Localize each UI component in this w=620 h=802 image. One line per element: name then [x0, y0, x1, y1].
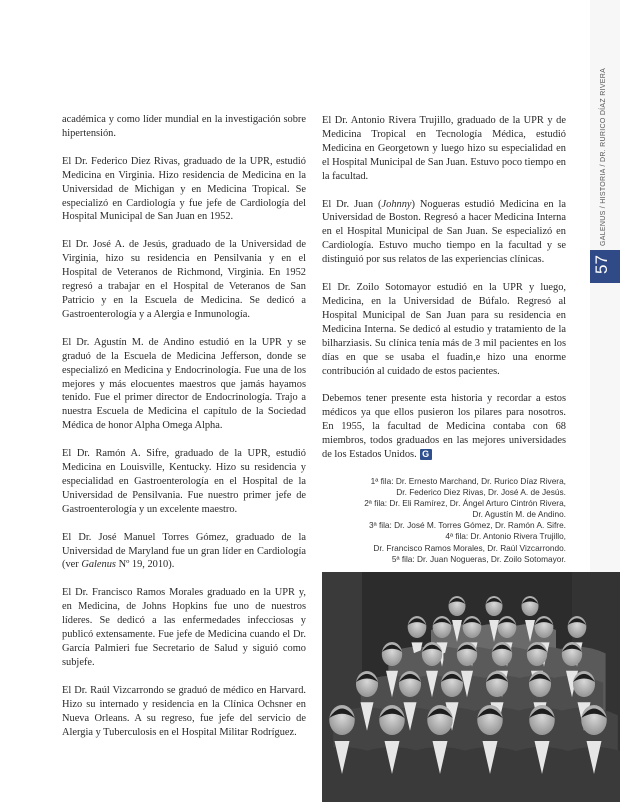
paragraph — [322, 198, 566, 268]
caption-line: 3ª fila: Dr. José M. Torres Gómez, Dr. Ramón A. Sifre. — [368, 520, 566, 531]
text-run: Nº 19, 2010). — [115, 559, 175, 571]
paragraph — [62, 531, 306, 573]
caption-line: 2ª fila: Dr. Eli Ramírez, Dr. Ángel Arturo Cintrón Rivera, — [364, 498, 566, 509]
caption-line: Dr. Federico Diez Rivas, Dr. José A. de Jesús. — [396, 487, 566, 498]
caption-line: 5ª fila: Dr. Juan Nogueras, Dr. Zoilo Sotomayor. — [391, 553, 566, 564]
paragraph — [322, 392, 566, 462]
paragraph: El Dr. Agustín M. de Andino estudió en la UPR y se graduó de la Escuela de Medicina Jefferson, donde se especializó en Medicina y Endocrinología. Fue una de los mejores y más elocuentes maestros que jamás hayamos tenido. Fue el primer director de Endocrinología. Trajo a nuestra Escuela de Medicina el capítulo de la Sociedad Médica de honor Alpha Omega Alpha. — [62, 336, 306, 432]
text-run: Debemos tener presente esta historia y recordar a estos médicos ya que ellos pusieron los pilares para nosotros. En 1955, la facultad de Medicina contaba con 68 miembros, todos graduados en las mejores universidades de los Estados Unidos. — [322, 393, 566, 461]
group-photograph — [322, 572, 620, 802]
running-header-text: GALENUS / HISTORIA / DR. RURICO DÍAZ RIVERA — [600, 67, 607, 246]
photo-caption — [322, 476, 566, 565]
photo-illustration — [322, 572, 620, 802]
paragraph: académica y como líder mundial en la investigación sobre hipertensión. — [62, 114, 306, 139]
end-of-article-mark: G — [420, 449, 432, 460]
caption-line: 4ª fila: Dr. Antonio Rivera Trujillo, — [445, 531, 566, 542]
text-run: El Dr. Juan ( — [322, 198, 382, 210]
page-number-box — [590, 250, 620, 283]
page-number: 57 — [592, 255, 611, 274]
text-run: ) Nogueras estudió Medicina en la Universidad de Boston. Regresó a hacer Medicina Interna en el Hospital Municipal de San Juan. Se especializó en Cardiología. Estuvo mucho tiempo en la facultad y se distinguió por sus relatos de las experiencias clínicas. — [322, 198, 566, 266]
paragraph: El Dr. José A. de Jesús, graduado de la Universidad de Virginia, hizo su residencia en Pensilvania y en el Hospital de Veteranos de Richmond, Virginia. En 1952 regresó a trabajar en el Hospital de Veteranos de San Patricio y en la Escuela de Medicina. Se dedicó a Gastroenterología y a Alergia e Inmunología. — [62, 239, 306, 320]
right-text-column — [322, 114, 566, 476]
text-run: El Dr. José Manuel Torres Gómez, graduado de la Universidad de Maryland fue un gran líder en Cardiología (ver — [62, 531, 306, 571]
caption-line: Dr. Francisco Ramos Morales, Dr. Raúl Vizcarrondo. — [373, 542, 566, 553]
magazine-title: Galenus — [81, 559, 116, 571]
paragraph: El Dr. Ramón A. Sifre, graduado de la UPR, estudió Medicina en Louisville, Kentucky. Hizo su residencia y especialidad en Gastroenterología en el Hospital de la Universidad de Pensilvania. Fue nuestro primer jefe de Gastroenterología y un excelente maestro. — [62, 448, 306, 515]
caption-line: 1ª fila: Dr. Ernesto Marchand, Dr. Rurico Díaz Rivera, — [370, 476, 566, 486]
left-text-column — [62, 113, 306, 753]
paragraph: El Dr. Zoilo Sotomayor estudió en la UPR y luego, Medicina, en la Universidad de Búfalo. Regresó al Hospital Municipal de San Juan para su residencia en Medicina Interna. Se dedicó al estudio y tratamiento de la bilharziasis. Su clínica tenía más de 3 mil pacientes en los días en que se usaba el fuadin,e hizo una enorme contribución al cuidado de estos pacientes. — [322, 282, 566, 377]
caption-line: Dr. Agustín M. de Andino. — [472, 509, 566, 520]
paragraph: El Dr. Raúl Vizcarrondo se graduó de médico en Harvard. Hizo su internado y residencia en la Clínica Ochsner en Nueva Orleans. A su regreso, fue jefe del servicio de Alergia y Tuberculosis en el Hospital Militar Rodríguez. — [62, 684, 306, 738]
nickname: Johnny — [381, 198, 412, 210]
paragraph: El Dr. Federico Diez Rivas, graduado de la UPR, estudió Medicina en Virginia. Hizo residencia de Medicina en la Universidad de Michigan y en Medicina Tropical. Se especializó en Cardiología y fue jefe de Cardiología del Hospital Municipal de San Juan en 1952. — [62, 155, 306, 223]
paragraph: El Dr. Antonio Rivera Trujillo, graduado de la UPR y de Medicina Tropical en Tecnología Médica, estudió Medicina en Georgetown y luego hizo su especialidad en el Hospital Municipal de San Juan. Estuvo poco tiempo en la facultad. — [322, 115, 566, 182]
person-body — [555, 747, 620, 802]
paragraph: El Dr. Francisco Ramos Morales graduado en la UPR y, en Medicina, de Johns Hopkins fue uno de nuestros líderes. Se dedicó a las enfermedades infecciosas y publicó extensamente. Fue jefe de Medicina cuando el Dr. García Palmieri fue Secretario de Salud y siguió como subjefe. — [62, 587, 306, 668]
